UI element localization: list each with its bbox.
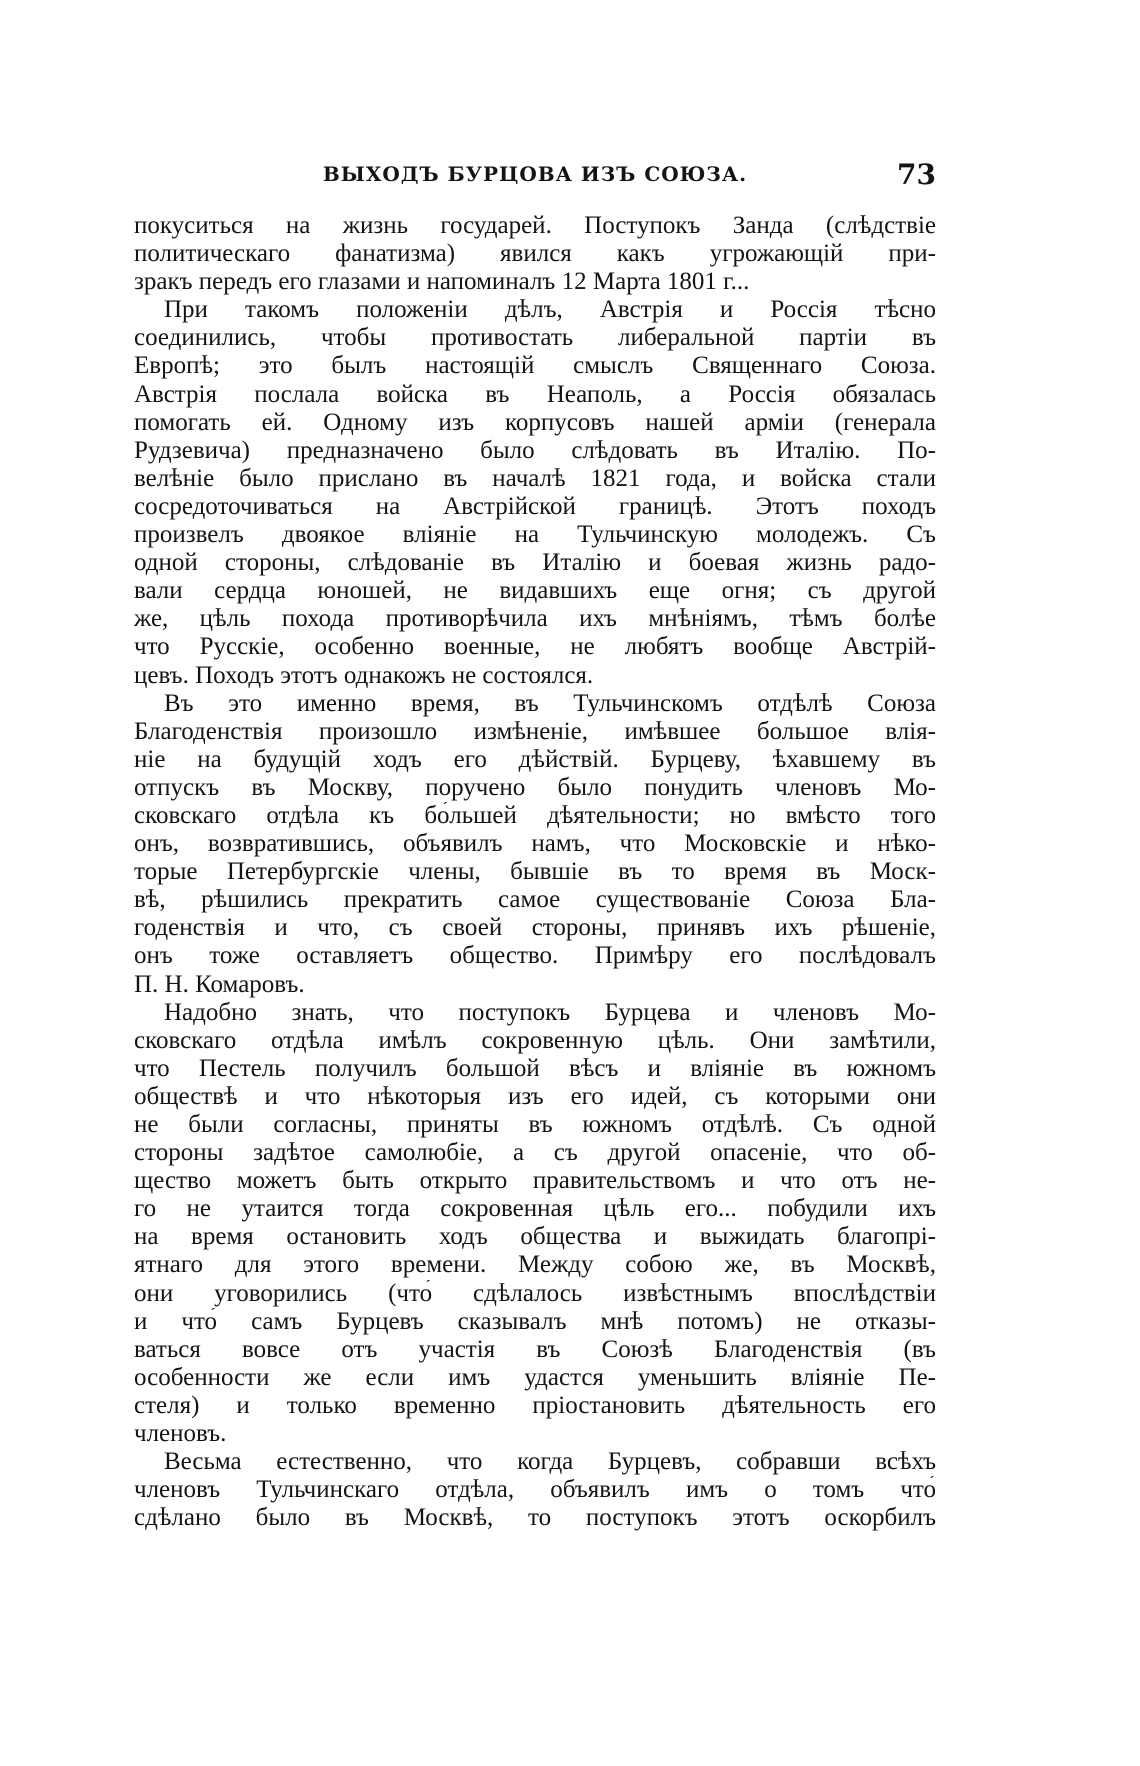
text-line: сдѣлано было въ Москвѣ, то поступокъ этотъ оскорбилъ [134, 1504, 936, 1532]
text-line: П. Н. Комаровъ. [134, 970, 305, 998]
body-text [134, 212, 936, 1532]
text-line: членовъ. [134, 1420, 227, 1448]
text-line: произвелъ двоякое вліяніе на Тульчинскую молодежъ. Съ [134, 521, 936, 549]
text-line: же, цѣль похода противорѣчила ихъ мнѣніямъ, тѣмъ болѣе [134, 605, 936, 633]
text-line: торые Петербургскіе члены, бывшіе въ то время въ Моск- [134, 858, 936, 886]
text-line: ніе на будущій ходъ его дѣйствій. Бурцеву, ѣхавшему въ [134, 745, 936, 773]
text-line: Надобно знать, что поступокъ Бурцева и членовъ Мо- [164, 998, 936, 1026]
text-line: отпускъ въ Москву, поручено было понудить членовъ Мо- [134, 773, 936, 801]
page-number: 73 [897, 158, 936, 191]
text-line: Весьма естественно, что когда Бурцевъ, собравши всѣхъ [164, 1448, 936, 1476]
text-line: сосредоточиваться на Австрійской границѣ. Этотъ походъ [134, 492, 936, 520]
text-line: не были согласны, приняты въ южномъ отдѣлѣ. Съ одной [134, 1111, 936, 1138]
text-line: цевъ. Походъ этотъ однакожъ не состоялся. [134, 661, 594, 689]
text-line: сковскаго отдѣла къ бо́льшей дѣятельности; но вмѣсто того [134, 801, 936, 829]
text-line: они уговорились (что́ сдѣлалось извѣстнымъ впослѣдствіи [134, 1279, 936, 1307]
text-line: одной стороны, слѣдованіе въ Италію и боевая жизнь радо- [134, 549, 936, 577]
text-line: щество можетъ быть открыто правительствомъ и что отъ не- [134, 1167, 936, 1195]
text-line: Въ это именно время, въ Тульчинскомъ отдѣлѣ Союза [164, 689, 936, 717]
running-head: ВЫХОДЪ БУРЦОВА ИЗЪ СОЮЗА. [322, 162, 748, 186]
text-line: сковскаго отдѣла имѣлъ сокровенную цѣль. Они замѣтили, [134, 1026, 936, 1054]
text-line: Европѣ; это былъ настоящій смыслъ Священнаго Союза. [134, 352, 936, 380]
text-line: политическаго фанатизма) явился какъ угрожающій при- [134, 240, 936, 268]
text-line: и что́ самъ Бурцевъ сказывалъ мнѣ потомъ) не отказы- [134, 1307, 936, 1335]
text-line: на время остановить ходъ общества и выжидать благопрі- [134, 1223, 936, 1251]
text-line: покуситься на жизнь государей. Поступокъ Занда (слѣдствіе [134, 212, 936, 239]
text-line: Рудзевича) предназначено было слѣдовать въ Италію. По- [134, 436, 936, 464]
text-line: При такомъ положеніи дѣлъ, Австрія и Россія тѣсно [164, 296, 936, 324]
text-line: ваться вовсе отъ участія въ Союзѣ Благоденствія (въ [134, 1335, 936, 1363]
page-header [134, 160, 936, 200]
text-line: вали сердца юношей, не видавшихъ еще огня; съ другой [134, 577, 936, 605]
text-line: особенности же если имъ удастся уменьшить вліяніе Пе- [134, 1363, 936, 1391]
text-line: что Пестель получилъ большой вѣсъ и вліяніе въ южномъ [134, 1054, 936, 1082]
text-line: Благоденствія произошло измѣненіе, имѣвшее большое влія- [134, 717, 936, 745]
text-line: Австрія послала войска въ Неаполь, а Россія обязалась [134, 380, 936, 408]
text-line: что Русскіе, особенно военные, не любятъ вообще Австрій- [134, 633, 936, 661]
text-line: помогать ей. Одному изъ корпусовъ нашей арміи (генерала [134, 408, 936, 436]
text-line: зракъ передъ его глазами и напоминалъ 12 Марта 1801 г... [134, 268, 750, 296]
text-line: го не утаится тогда сокровенная цѣль его... побудили ихъ [134, 1195, 936, 1223]
text-line: стороны задѣтое самолюбіе, а съ другой опасеніе, что об- [134, 1139, 936, 1167]
text-line: велѣніе было прислано въ началѣ 1821 года, и войска стали [134, 464, 936, 492]
text-line: членовъ Тульчинскаго отдѣла, объявилъ имъ о томъ что́ [134, 1476, 936, 1504]
text-line: стеля) и только временно пріостановить дѣятельность его [134, 1391, 936, 1419]
text-line: годенствія и что, съ своей стороны, принявъ ихъ рѣшеніе, [134, 914, 936, 942]
text-line: ятнаго для этого времени. Между собою же, въ Москвѣ, [134, 1251, 936, 1279]
text-line: соединились, чтобы противостать либеральной партіи въ [134, 324, 936, 352]
text-line: онъ тоже оставляетъ общество. Примѣру его послѣдовалъ [134, 942, 936, 970]
text-line: обществѣ и что нѣкоторыя изъ его идей, съ которыми они [134, 1082, 936, 1110]
text-line: вѣ, рѣшились прекратить самое существованіе Союза Бла- [134, 886, 936, 914]
text-line: онъ, возвратившись, объявилъ намъ, что Московскіе и нѣко- [134, 830, 936, 858]
